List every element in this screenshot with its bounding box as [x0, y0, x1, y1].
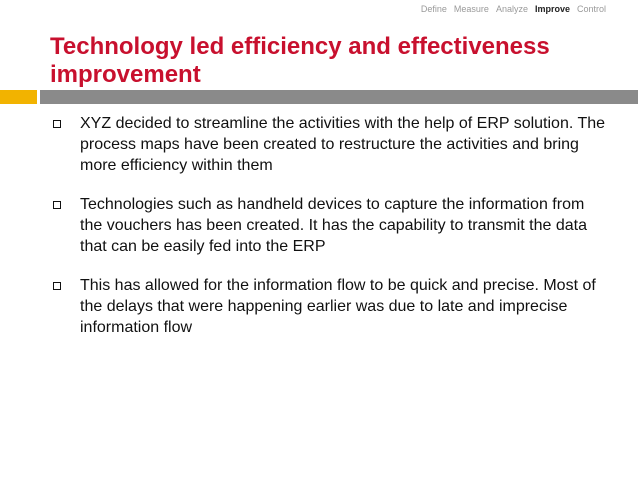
- phase-control: Control: [576, 4, 606, 14]
- title-accent-block: [0, 90, 37, 104]
- hollow-square-bullet-icon: [53, 282, 61, 290]
- phase-nav: [421, 4, 606, 14]
- hollow-square-bullet-icon: [53, 201, 61, 209]
- bullet-list: [0, 113, 638, 356]
- phase-define: Define: [420, 4, 447, 14]
- bullet-item-information-flow: [0, 275, 638, 338]
- phase-analyze: Analyze: [495, 4, 528, 14]
- title-divider-bar: [40, 90, 638, 104]
- phase-improve: Improve: [534, 4, 570, 14]
- bullet-item-erp: [0, 113, 638, 176]
- bullet-text: This has allowed for the information flow to be quick and precise. Most of the delays that were happening earlier was due to late and imprecise information flow: [80, 277, 596, 336]
- phase-measure: Measure: [453, 4, 489, 14]
- bullet-text: Technologies such as handheld devices to capture the information from the vouchers has been created. It has the capability to transmit the data that can be easily fed into the ERP: [80, 196, 587, 255]
- slide-title: Technology led efficiency and effectiveness improvement: [50, 33, 550, 88]
- hollow-square-bullet-icon: [53, 120, 61, 128]
- bullet-item-handheld-devices: [0, 194, 638, 257]
- bullet-text: XYZ decided to streamline the activities with the help of ERP solution. The process maps have been created to restructure the activities and bring more efficiency within them: [80, 115, 606, 174]
